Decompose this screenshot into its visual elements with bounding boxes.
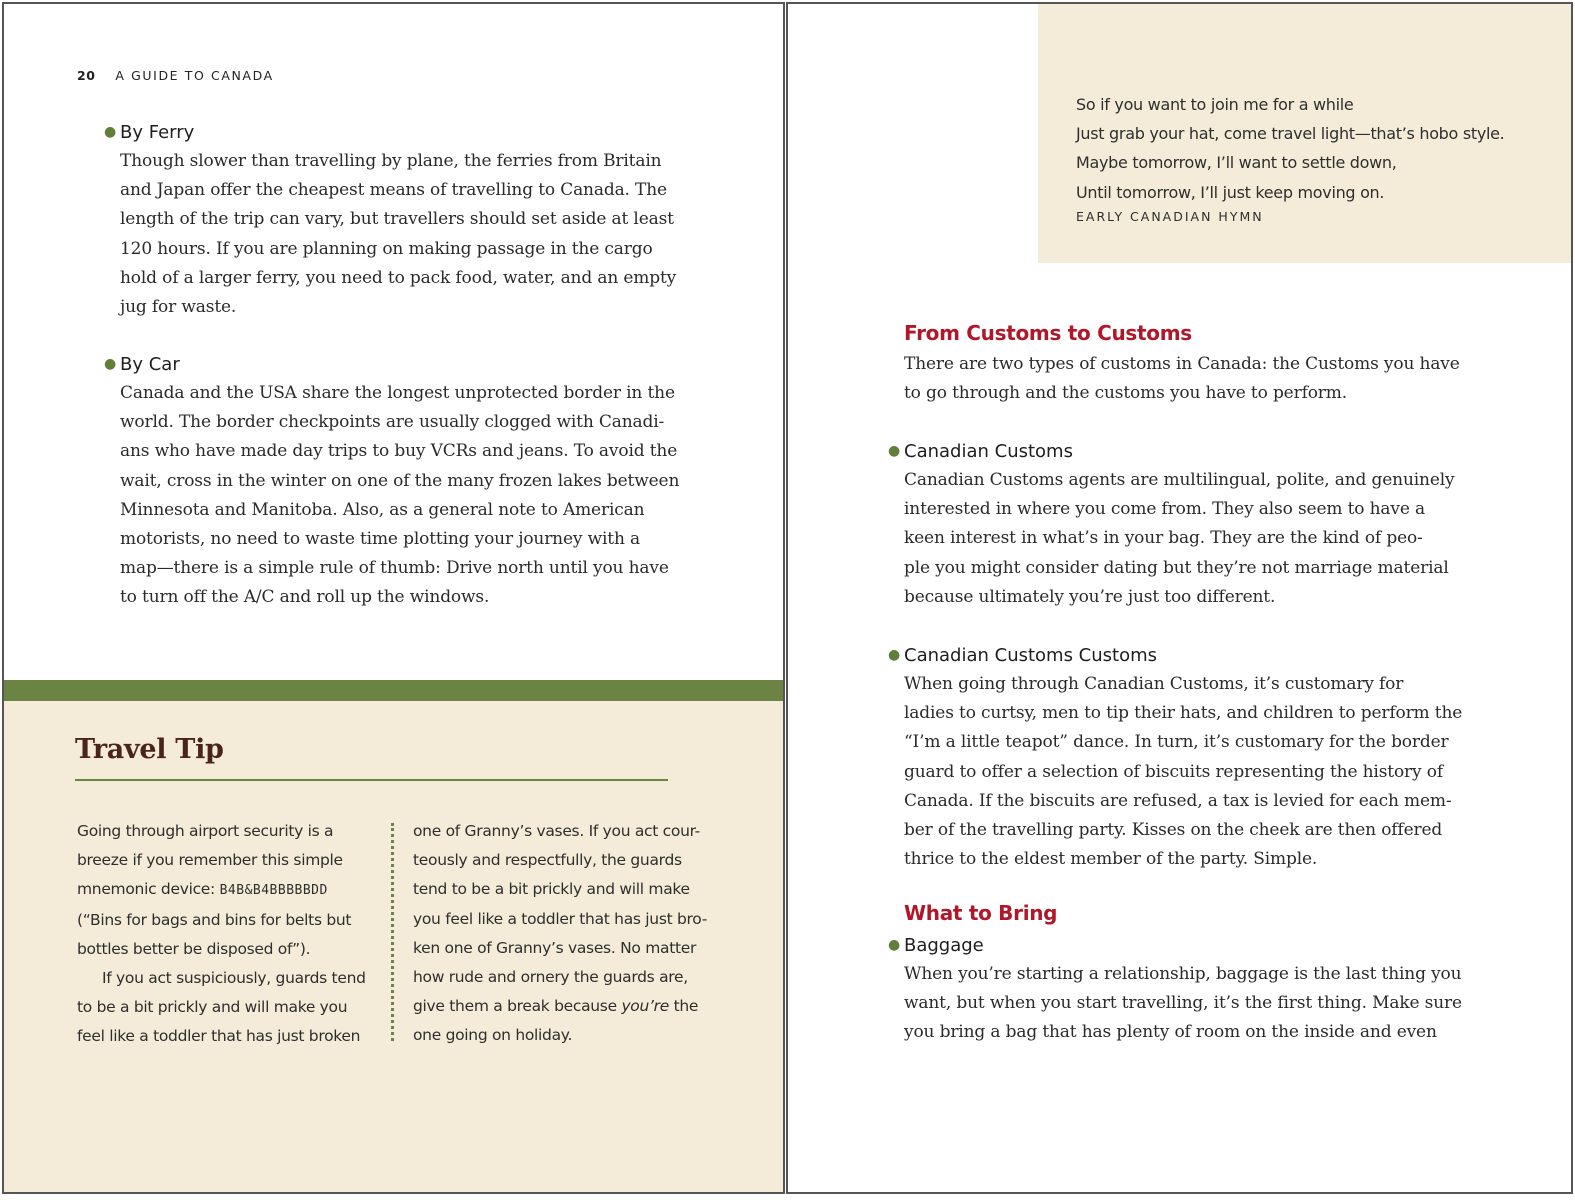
entry-body: Canadian Customs agents are multilingual, polite, and genuinely interested in where you come from. They also seem to have a keen interest in what’s in your bag. They are the kind of peo- ple you might consider dating but they’re not marriage material because ultimately you’re just too different. [904, 470, 1455, 607]
tip-text: Going through airport security is a breeze if you remember this simple mnemonic device: [77, 822, 343, 899]
tip-paragraph: If you act suspiciously, guards tend to be a bit prickly and will make you feel like a toddler that has just broken [77, 969, 366, 1046]
entry-heading [104, 118, 720, 147]
entry-heading-text: Canadian Customs Customs [904, 645, 1158, 666]
entry-canadian-customs-customs [888, 641, 1504, 874]
travel-tip-title: Travel Tip [75, 734, 224, 765]
tip-paragraph [413, 817, 723, 1051]
entry-heading [888, 437, 1504, 466]
section-intro: There are two types of customs in Canada: the Customs you have to go through and the customs you have to perform. [904, 354, 1460, 404]
entry-baggage [888, 931, 1504, 1048]
left-page [2, 2, 785, 1194]
entry-body: Canada and the USA share the longest unprotected border in the world. The border checkpoints are usually clogged with Canadi- ans who have made day trips to buy VCRs and jeans. To avoid the wait, cross in the winter on one of the many frozen lakes between Minnesota and Manitoba. Also, as a general note to American motorists, no need to waste time plotting your journey with a map—there is a simple rule of thumb: Drive north until you have to turn off the A/C and roll up the windows. [120, 383, 680, 608]
entry-canadian-customs [888, 437, 1504, 612]
tip-paragraph [77, 817, 377, 964]
right-page [786, 2, 1573, 1194]
entry-heading [104, 350, 720, 379]
page-number: 20 [77, 68, 96, 83]
tip-text: one of Granny’s vases. If you act cour- teously and respectfully, the guards tend to be a bit prickly and will make you feel like a toddler that has just bro- ken one of Granny’s vases. No matter how rude and ornery the guards are, give them a break because [413, 822, 708, 1016]
entry-body: When you’re starting a relationship, baggage is the last thing you want, but when you start travelling, it’s the first thing. Make sure you bring a bag that has plenty of room on the inside and even [904, 964, 1462, 1043]
epigraph-source: EARLY CANADIAN HYMN [1076, 209, 1264, 224]
entry-body: Though slower than travelling by plane, the ferries from Britain and Japan offer the cheapest means of travelling to Canada. The length of the trip can vary, but travellers should set aside at least 120 hours. If you are planning on making passage in the cargo hold of a larger ferry, you need to pack food, water, and an empty jug for waste. [120, 151, 677, 318]
entry-body: When going through Canadian Customs, it’s customary for ladies to curtsy, men to tip their hats, and children to perform the “I’m a little teapot” dance. In turn, it’s customary for the border guard to offer a selection of biscuits representing the history of Canada. If the biscuits are refused, a tax is levied for each mem- ber of the travelling party. Kisses on the cheek are then offered thrice to the eldest member of the party. Simple. [904, 674, 1463, 870]
tip-text: the one going on holiday. [413, 997, 699, 1045]
entry-heading [888, 641, 1504, 670]
section-heading-what-to-bring: What to Bring [904, 901, 1058, 925]
tip-text: (“Bins for bags and bins for belts but bottles better be disposed of”). [77, 910, 352, 958]
column-divider [391, 823, 394, 1041]
travel-tip-box [4, 701, 783, 1192]
running-head [77, 68, 274, 83]
epigraph-lines: So if you want to join me for a while Just grab your hat, come travel light—that’s hobo style. Maybe tomorrow, I’ll want to settle down, Until tomorrow, I’ll just keep moving on. [1076, 95, 1505, 202]
entry-heading-text: Baggage [904, 935, 984, 956]
travel-tip-column-1 [77, 817, 377, 1052]
travel-tip-rule [75, 779, 668, 781]
tip-italic: you’re [621, 997, 669, 1016]
section-heading-customs: From Customs to Customs [904, 321, 1192, 345]
bullet-icon: ● [888, 937, 901, 953]
entry-by-car [104, 350, 720, 613]
bullet-icon: ● [888, 647, 901, 663]
entry-heading-text: By Car [120, 354, 180, 375]
mnemonic: B4B&B4BBBBBDD [219, 883, 328, 899]
entry-by-ferry [104, 118, 720, 322]
tip-top-band [4, 680, 783, 701]
running-head-title: A GUIDE TO CANADA [115, 68, 274, 83]
bullet-icon: ● [104, 124, 117, 140]
entry-heading [888, 931, 1504, 960]
entry-heading-text: Canadian Customs [904, 441, 1073, 462]
travel-tip-column-2 [413, 817, 723, 1051]
epigraph-box [1038, 4, 1571, 263]
bullet-icon: ● [888, 443, 901, 459]
bullet-icon: ● [104, 356, 117, 372]
entry-heading-text: By Ferry [120, 122, 195, 143]
